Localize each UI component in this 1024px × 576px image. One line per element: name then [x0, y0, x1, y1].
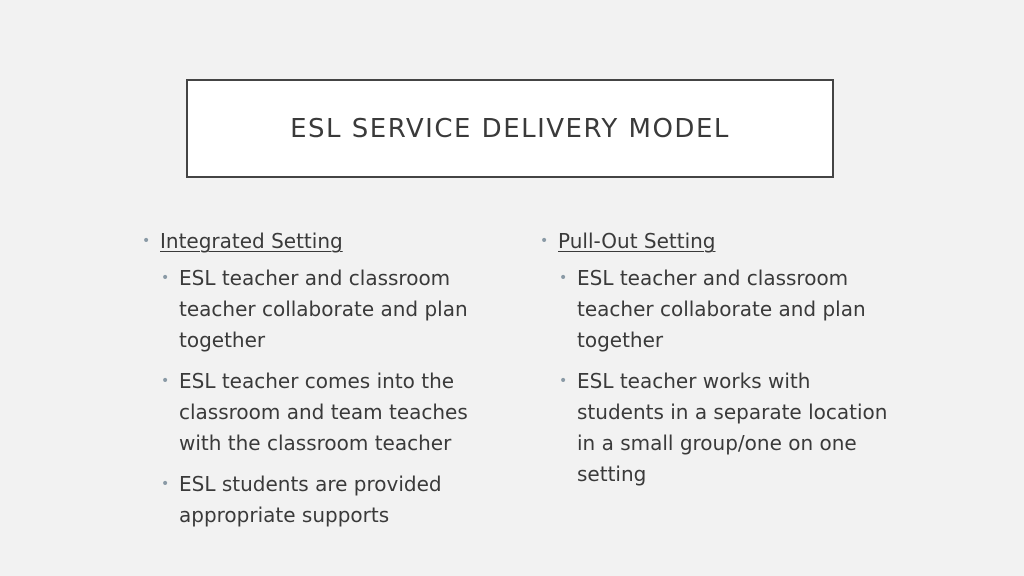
bullet-dot-icon: • [540, 233, 549, 249]
right-bullet-item [538, 263, 888, 356]
bullet-dot-icon: • [161, 270, 170, 286]
left-heading-item [140, 226, 490, 257]
bullet-dot-icon: • [161, 476, 170, 492]
left-bullet-item [140, 469, 490, 531]
bullet-dot-icon: • [161, 373, 170, 389]
slide-title: ESL SERVICE DELIVERY MODEL [290, 113, 730, 144]
bullet-dot-icon: • [559, 270, 568, 286]
left-bullet-text: ESL teacher comes into the classroom and team teaches with the classroom teacher [179, 369, 468, 455]
right-heading-item [538, 226, 888, 257]
left-bullet-text: ESL students are provided appropriate supports [179, 472, 442, 527]
left-bullet-item [140, 263, 490, 356]
left-heading: Integrated Setting [160, 229, 343, 253]
right-bullet-item [538, 366, 888, 490]
bullet-dot-icon: • [142, 233, 151, 249]
left-bullet-text: ESL teacher and classroom teacher collaborate and plan together [179, 266, 468, 352]
left-column [140, 226, 490, 541]
right-column [538, 226, 888, 500]
left-bullet-item [140, 366, 490, 459]
right-heading: Pull-Out Setting [558, 229, 716, 253]
title-box [186, 79, 834, 178]
right-bullet-text: ESL teacher works with students in a separate location in a small group/one on one setting [577, 369, 888, 486]
bullet-dot-icon: • [559, 373, 568, 389]
right-bullet-text: ESL teacher and classroom teacher collaborate and plan together [577, 266, 866, 352]
